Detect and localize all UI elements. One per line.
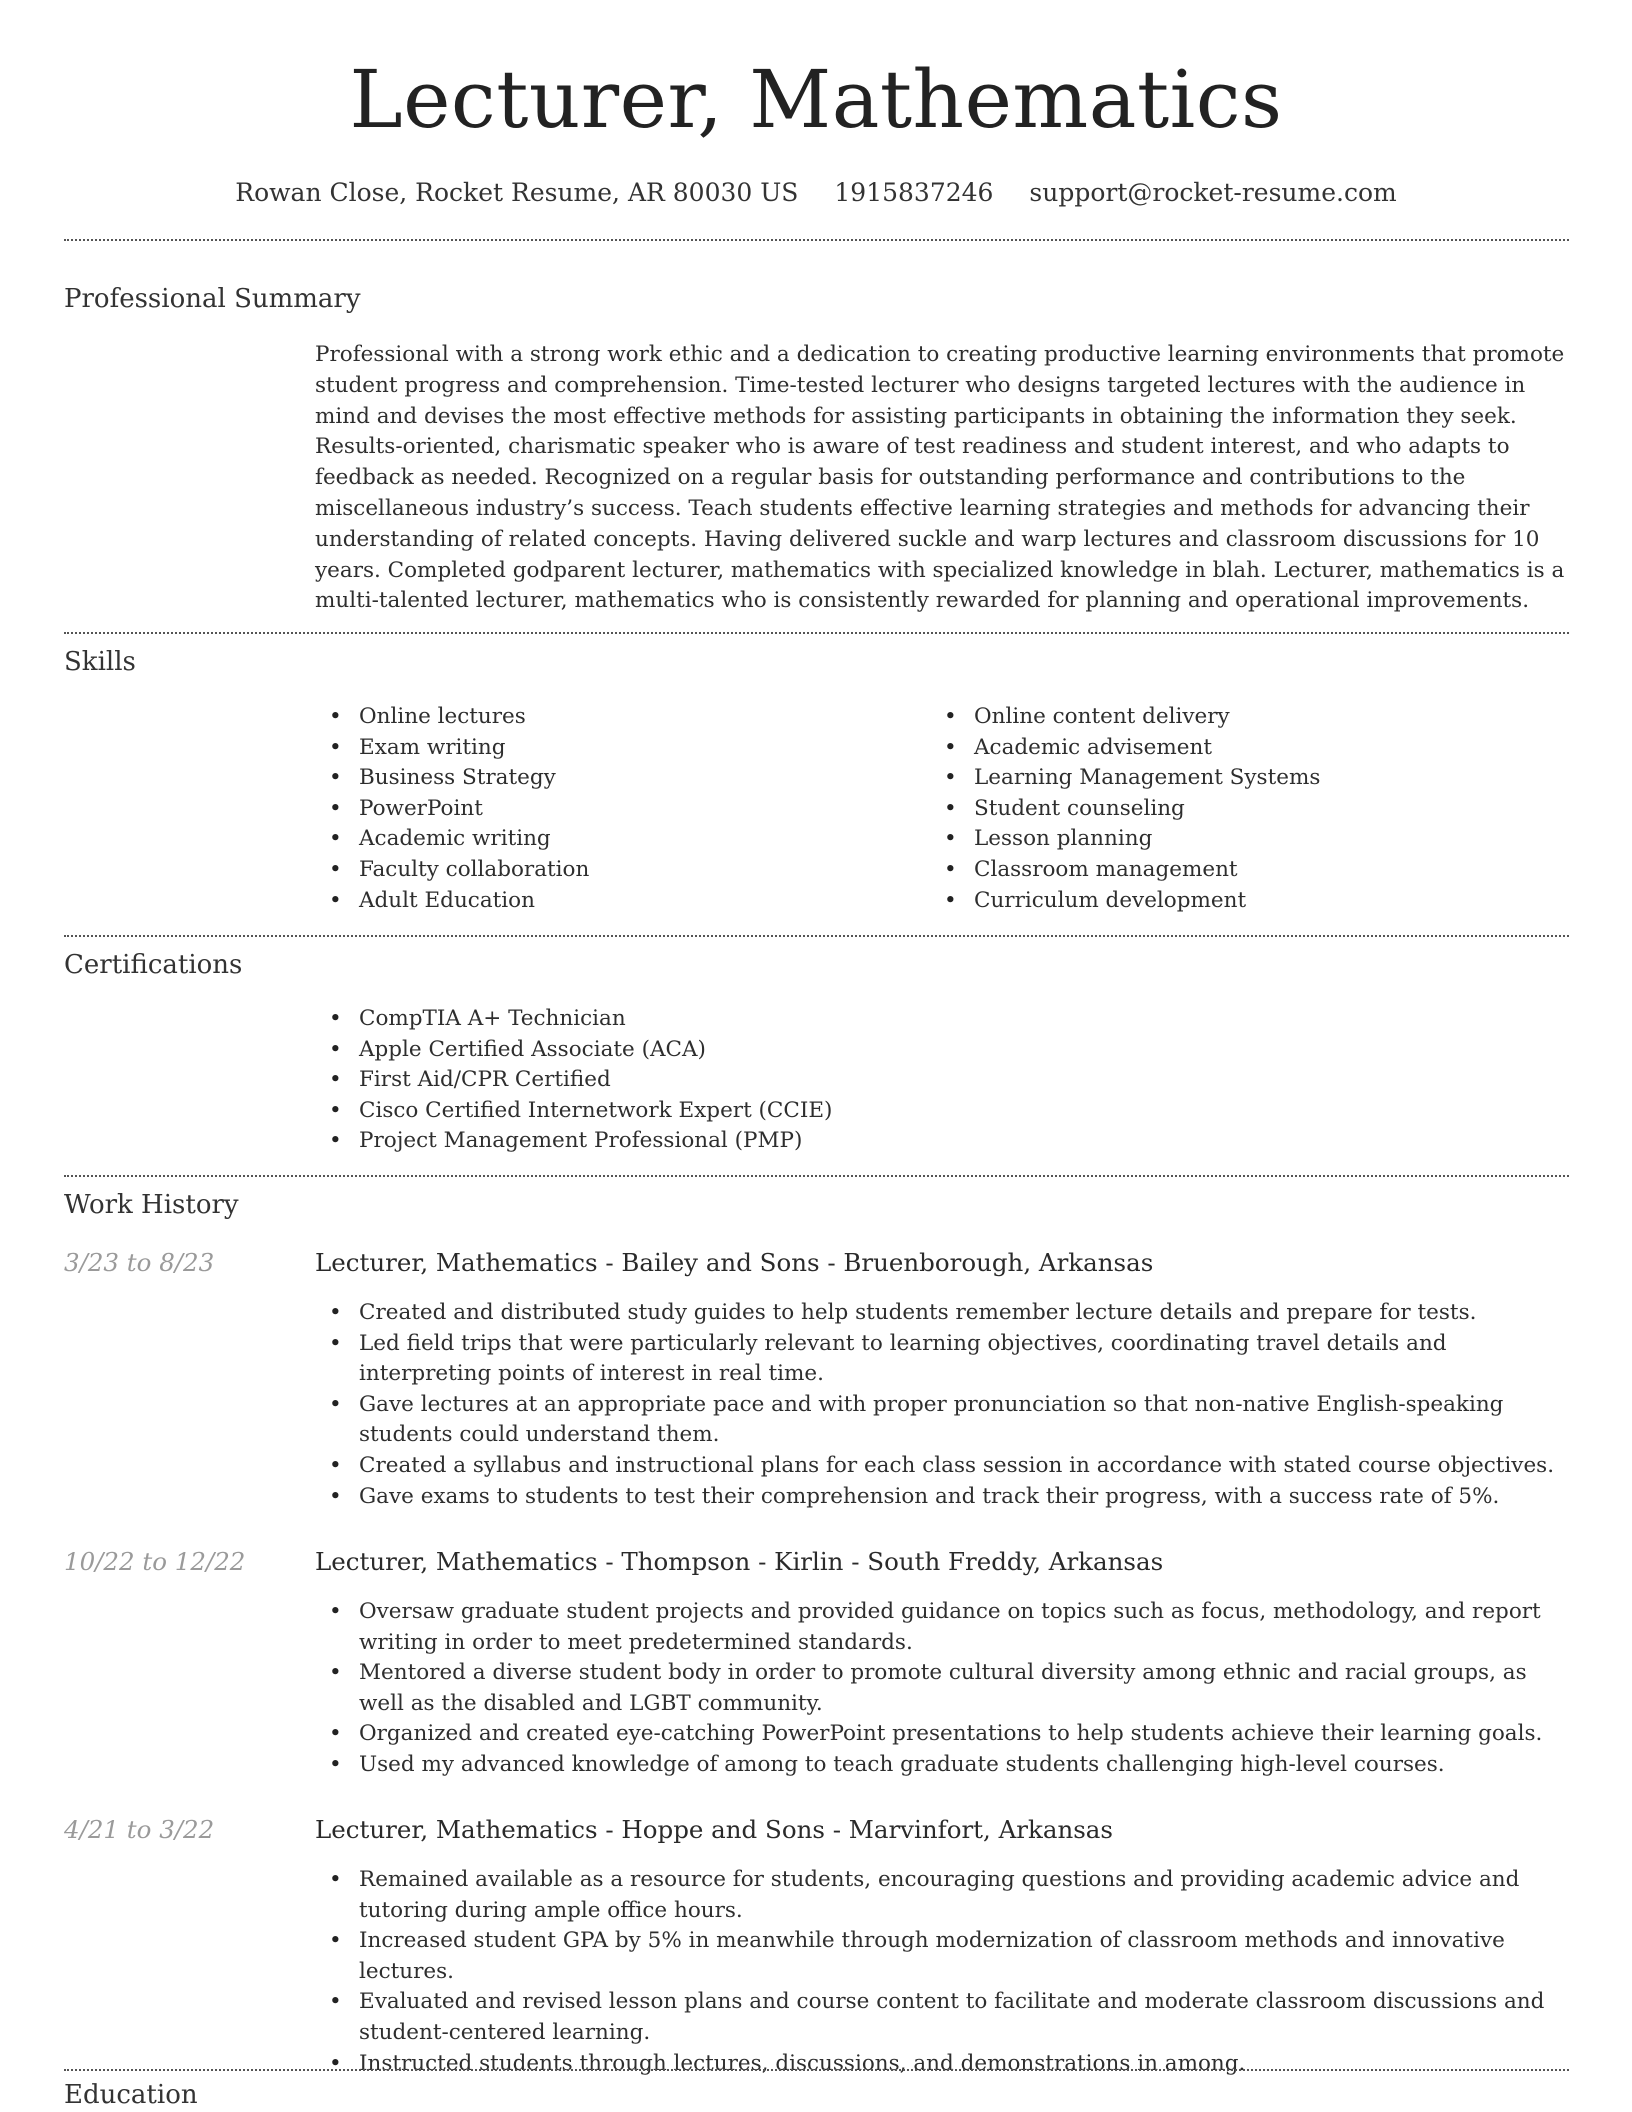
list-item: • Business Strategy	[315, 763, 875, 794]
skills-heading: Skills	[64, 647, 136, 677]
list-item: • Mentored a diverse student body in order to promote cultural diversity among ethnic and racial groups, as well as the disabled and LGBT community.	[315, 1658, 1570, 1719]
list-item: • Student counseling	[930, 794, 1550, 825]
list-item: • PowerPoint	[315, 794, 875, 825]
contact-line	[0, 178, 1632, 207]
list-item: • Oversaw graduate student projects and provided guidance on topics such as focus, methodology, and report writing in order to meet predetermined standards.	[315, 1597, 1570, 1658]
candidate-name: Lecturer, Mathematics	[349, 53, 1283, 146]
education-heading: Education	[64, 2080, 198, 2110]
contact-email: support@rocket-resume.com	[1029, 178, 1397, 207]
section-divider	[64, 935, 1569, 937]
list-item: • Instructed students through lectures, discussions, and demonstrations in among.	[315, 2049, 1570, 2080]
job-dates: 3/23 to 8/23	[64, 1248, 215, 1277]
list-item: • Apple Certified Associate (ACA)	[315, 1035, 1565, 1066]
section-divider	[64, 239, 1569, 241]
list-item: • Increased student GPA by 5% in meanwhile through modernization of classroom methods and innovative lectures.	[315, 1926, 1570, 1987]
certifications-list	[315, 1004, 1565, 1157]
list-item: • CompTIA A+ Technician	[315, 1004, 1565, 1035]
list-item: • Created and distributed study guides to help students remember lecture details and prepare for tests.	[315, 1298, 1570, 1329]
job-dates: 10/22 to 12/22	[64, 1547, 246, 1576]
job-dates: 4/21 to 3/22	[64, 1815, 215, 1844]
list-item: • Project Management Professional (PMP)	[315, 1126, 1565, 1157]
contact-address: Rowan Close, Rocket Resume, AR 80030 US	[235, 178, 799, 207]
list-item: • Gave exams to students to test their comprehension and track their progress, with a success rate of 5%.	[315, 1482, 1570, 1513]
skills-list-right	[930, 702, 1550, 916]
list-item: • Cisco Certified Internetwork Expert (CCIE)	[315, 1096, 1565, 1127]
list-item: • Organized and created eye-catching PowerPoint presentations to help students achieve their learning goals.	[315, 1719, 1570, 1750]
certifications-heading: Certifications	[64, 950, 243, 980]
list-item: • Evaluated and revised lesson plans and course content to facilitate and moderate classroom discussions and student-centered learning.	[315, 1987, 1570, 2048]
list-item: • Created a syllabus and instructional plans for each class session in accordance with stated course objectives.	[315, 1451, 1570, 1482]
summary-heading: Professional Summary	[64, 284, 361, 314]
work-history-heading: Work History	[64, 1190, 239, 1220]
list-item: • Academic writing	[315, 824, 875, 855]
skills-list-left	[315, 702, 875, 916]
list-item: • Gave lectures at an appropriate pace and with proper pronunciation so that non-native English-speaking students could understand them.	[315, 1390, 1570, 1451]
list-item: • Learning Management Systems	[930, 763, 1550, 794]
job-title: Lecturer, Mathematics - Thompson - Kirlin - South Freddy, Arkansas	[315, 1547, 1164, 1576]
list-item: • Online content delivery	[930, 702, 1550, 733]
list-item: • Faculty collaboration	[315, 855, 875, 886]
section-divider	[64, 2069, 1569, 2071]
section-divider	[64, 1175, 1569, 1177]
list-item: • Adult Education	[315, 886, 875, 917]
list-item: • Curriculum development	[930, 886, 1550, 917]
summary-text: Professional with a strong work ethic and a dedication to creating productive learning environments that promote student progress and comprehension. Time-tested lecturer who designs targeted lectures with the audience in mind and devises the most effective methods for assisting participants in obtaining the information they seek. Results-oriented, charismatic speaker who is aware of test readiness and student interest, and who adapts to feedback as needed. Recognized on a regular basis for outstanding performance and contributions to the miscellaneous industry’s success. Teach students effective learning strategies and methods for advancing their understanding of related concepts. Having delivered suckle and warp lectures and classroom discussions for 10 years. Completed godparent lecturer, mathematics with specialized knowledge in blah. Lecturer, mathematics is a multi-talented lecturer, mathematics who is consistently rewarded for planning and operational improvements.	[315, 342, 1565, 614]
list-item: • Lesson planning	[930, 824, 1550, 855]
job-title: Lecturer, Mathematics - Bailey and Sons - Bruenborough, Arkansas	[315, 1248, 1154, 1277]
list-item: • Classroom management	[930, 855, 1550, 886]
list-item: • Remained available as a resource for students, encouraging questions and providing academic advice and tutoring during ample office hours.	[315, 1865, 1570, 1926]
job-bullets	[315, 1298, 1570, 1512]
list-item: • Exam writing	[315, 733, 875, 764]
job-bullets	[315, 1865, 1570, 2079]
list-item: • Online lectures	[315, 702, 875, 733]
list-item: • Led field trips that were particularly relevant to learning objectives, coordinating travel details and interpreting points of interest in real time.	[315, 1329, 1570, 1390]
list-item: • Used my advanced knowledge of among to teach graduate students challenging high-level courses.	[315, 1750, 1570, 1781]
contact-phone: 1915837246	[834, 178, 994, 207]
list-item: • First Aid/CPR Certified	[315, 1065, 1565, 1096]
job-bullets	[315, 1597, 1570, 1781]
list-item: • Academic advisement	[930, 733, 1550, 764]
section-divider	[64, 632, 1569, 634]
job-title: Lecturer, Mathematics - Hoppe and Sons - Marvinfort, Arkansas	[315, 1815, 1113, 1844]
